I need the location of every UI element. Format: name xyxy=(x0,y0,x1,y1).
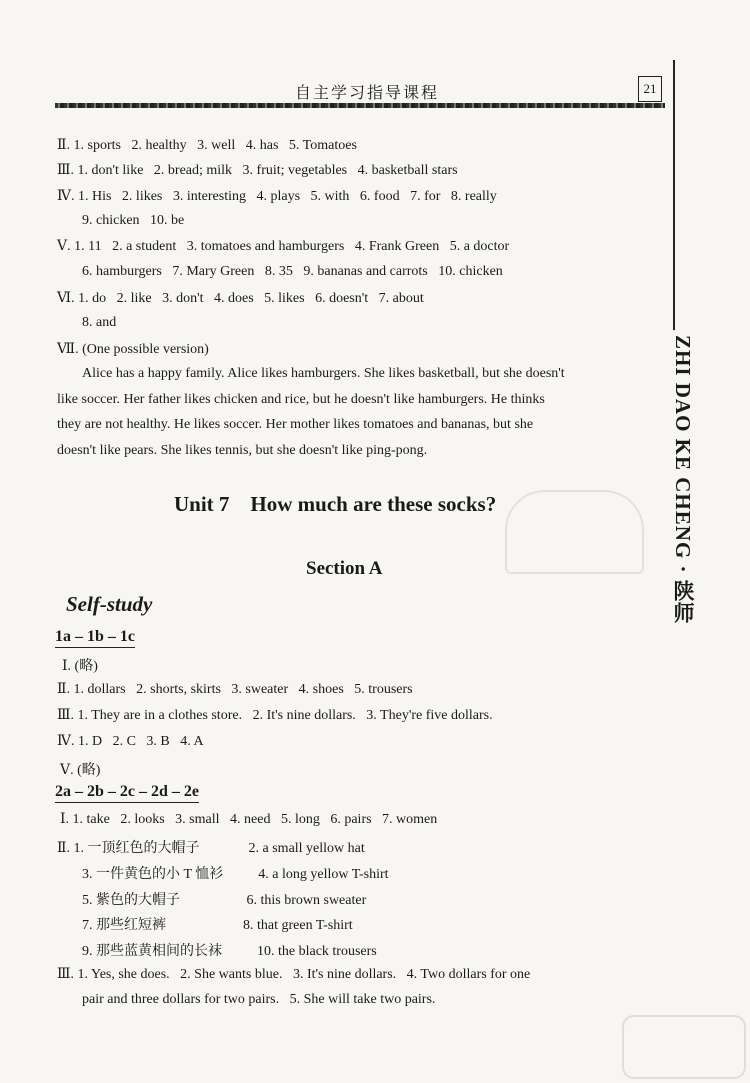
answer-line: pair and three dollars for two pairs. 5. She will take two pairs. xyxy=(82,992,436,1007)
answer-line: Ⅲ. 1. don't like 2. bread; milk 3. fruit; vegetables 4. basketball stars xyxy=(57,163,458,178)
answer-line: Ⅰ. 1. take 2. looks 3. small 4. need 5. long 6. pairs 7. women xyxy=(60,812,438,827)
answer-line: 9. chicken 10. be xyxy=(82,213,185,228)
answer-line: like soccer. Her father likes chicken and rice, but he doesn't like hamburgers. He thinks xyxy=(57,392,545,407)
answer-line: Ⅶ. (One possible version) xyxy=(57,342,209,357)
answer-line: Ⅰ. (略) xyxy=(62,659,98,674)
answer-line: Alice has a happy family. Alice likes hamburgers. She likes basketball, but she doesn't xyxy=(82,366,565,381)
answer-line: Ⅱ. 1. 一顶红色的大帽子 2. a small yellow hat xyxy=(57,841,365,856)
answer-line: 8. and xyxy=(82,315,117,330)
self-study-heading: Self-study xyxy=(66,592,153,616)
unit-title: Unit 7 How much are these socks? xyxy=(174,492,497,516)
header-rule xyxy=(55,103,665,108)
answer-line: Ⅳ. 1. His 2. likes 3. interesting 4. plays 5. with 6. food 7. for 8. really xyxy=(57,189,497,204)
answer-line: doesn't like pears. She likes tennis, but she doesn't like ping-pong. xyxy=(57,443,428,458)
answer-line: they are not healthy. He likes soccer. Her mother likes tomatoes and bananas, but she xyxy=(57,417,534,432)
answer-line: 3. 一件黄色的小 T 恤衫 4. a long yellow T-shirt xyxy=(82,867,389,882)
answer-line: 7. 那些红短裤 8. that green T-shirt xyxy=(82,918,353,933)
side-rule xyxy=(673,60,675,330)
answer-line: Ⅱ. 1. dollars 2. shorts, skirts 3. sweater 4. shoes 5. trousers xyxy=(57,682,413,697)
answer-line: Ⅳ. 1. D 2. C 3. B 4. A xyxy=(57,734,204,749)
answer-line: Ⅵ. 1. do 2. like 3. don't 4. does 5. likes 6. doesn't 7. about xyxy=(57,291,424,306)
subheading-2a-2e: 2a – 2b – 2c – 2d – 2e xyxy=(55,783,199,803)
answer-line: 9. 那些蓝黄相间的长袜 10. the black trousers xyxy=(82,944,377,959)
subheading-1a-1c: 1a – 1b – 1c xyxy=(55,628,135,648)
stamp-mark xyxy=(505,490,644,574)
answer-line: Ⅲ. 1. Yes, she does. 2. She wants blue. 3. It's nine dollars. 4. Two dollars for one xyxy=(57,967,531,982)
answer-line: Ⅲ. 1. They are in a clothes store. 2. It's nine dollars. 3. They're five dollars. xyxy=(57,708,493,723)
answer-line: 5. 紫色的大帽子 6. this brown sweater xyxy=(82,893,367,908)
side-vertical-text: ZHI DAO KE CHENG · 陕师 xyxy=(671,335,695,624)
section-title: Section A xyxy=(306,558,383,579)
answer-line: Ⅱ. 1. sports 2. healthy 3. well 4. has 5. Tomatoes xyxy=(57,138,357,153)
answer-line: Ⅴ. 1. 11 2. a student 3. tomatoes and hamburgers 4. Frank Green 5. a doctor xyxy=(57,239,510,254)
page-header-title: 自主学习指导课程 xyxy=(295,83,440,102)
watermark-logo xyxy=(622,1015,746,1079)
page-number: 21 xyxy=(638,76,662,102)
answer-line: 6. hamburgers 7. Mary Green 8. 35 9. bananas and carrots 10. chicken xyxy=(82,264,503,279)
answer-line: Ⅴ. (略) xyxy=(60,763,101,778)
